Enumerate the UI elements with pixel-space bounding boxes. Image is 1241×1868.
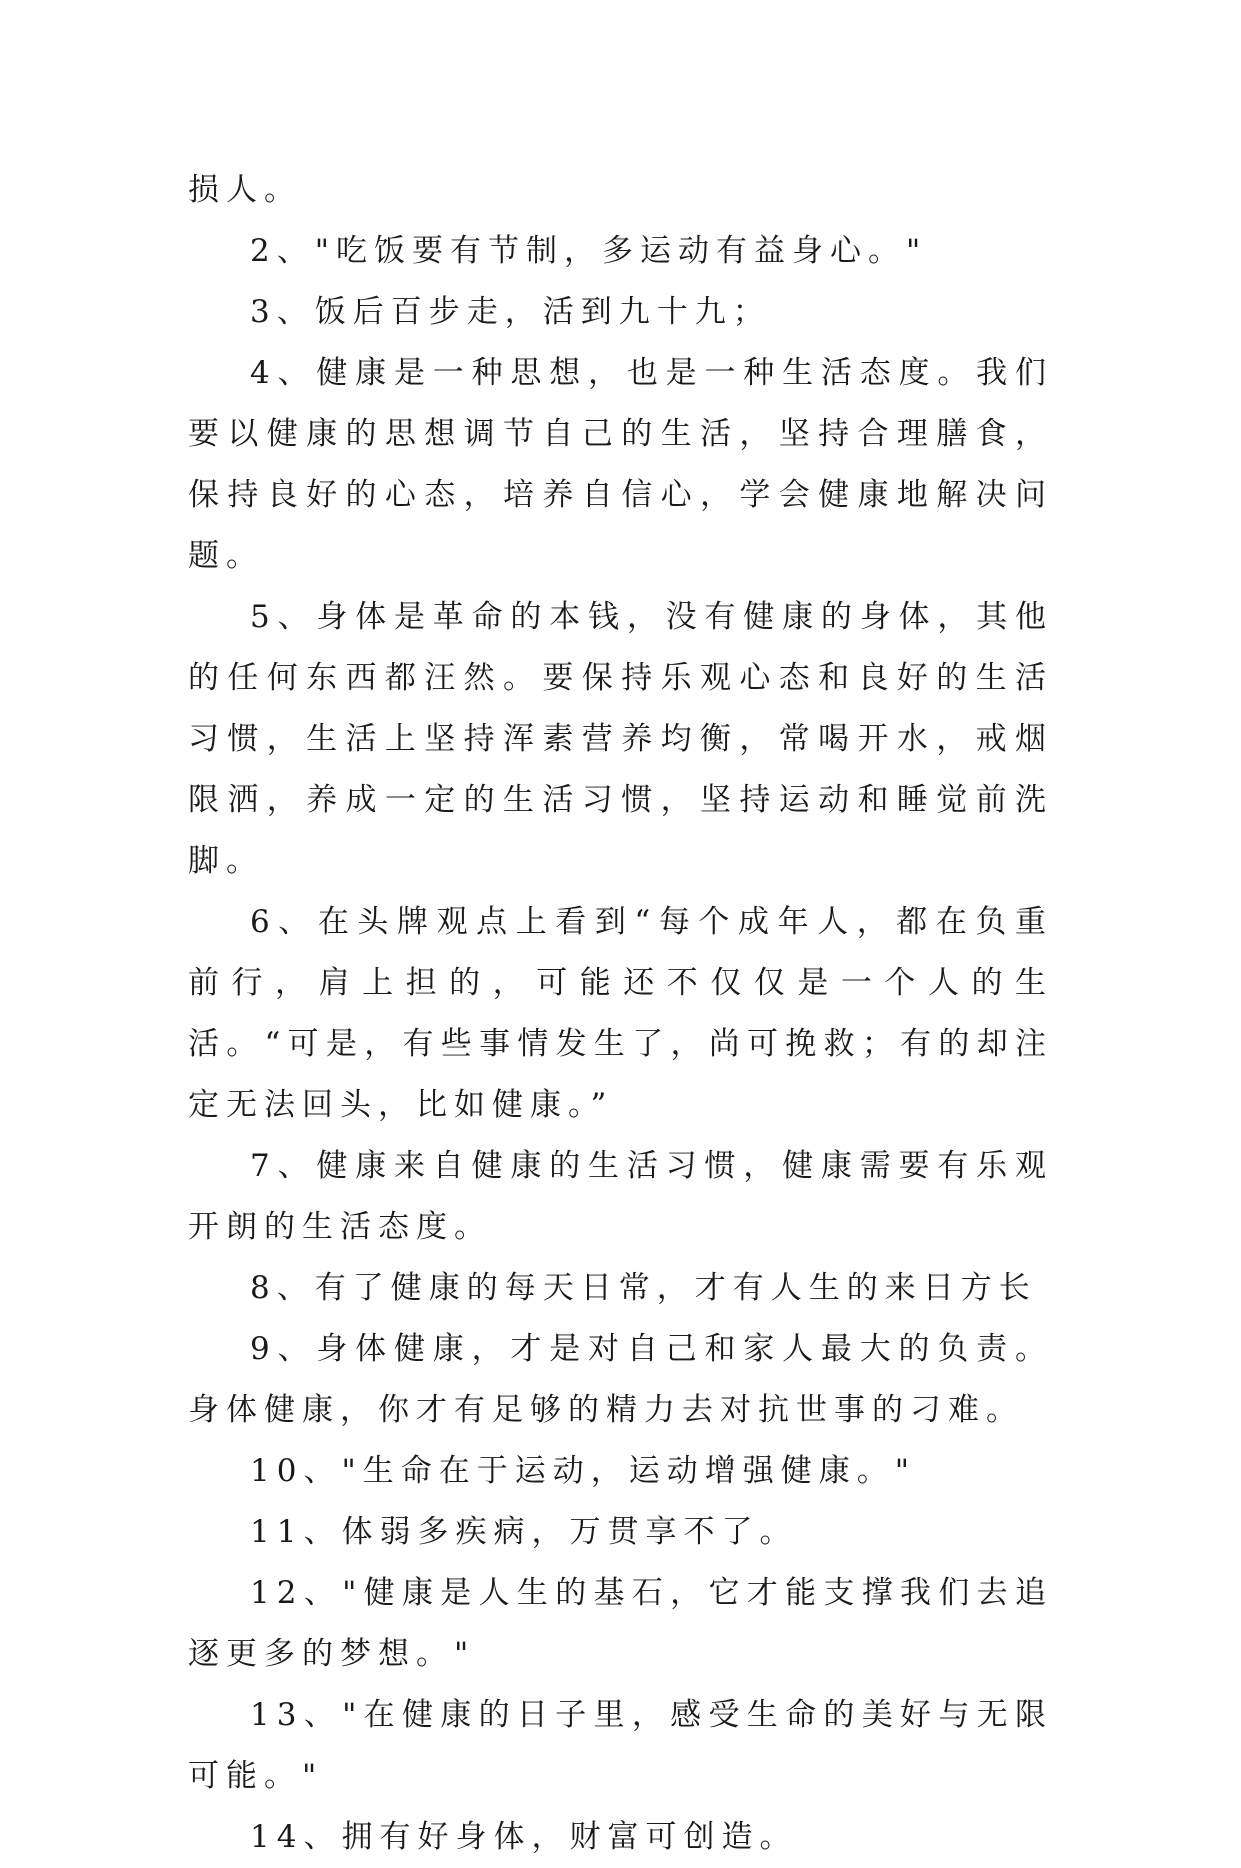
paragraph-item-12: 12、"健康是人生的基石，它才能支撑我们去追逐更多的梦想。"	[188, 1575, 1053, 1672]
paragraph-item-13: 13、"在健康的日子里，感受生命的美好与无限可能。"	[188, 1697, 1053, 1794]
paragraph-item-11: 11、体弱多疾病，万贯享不了。	[250, 1514, 798, 1550]
document-body	[188, 160, 1053, 1868]
paragraph-item-8: 8、有了健康的每天日常，才有人生的来日方长	[250, 1270, 1037, 1306]
paragraph-item-7: 7、健康来自健康的生活习惯，健康需要有乐观开朗的生活态度。	[188, 1148, 1053, 1245]
paragraph-item-5: 5、身体是革命的本钱，没有健康的身体，其他的任何东西都汪然。要保持乐观心态和良好的生活习惯，生活上坚持浑素营养均衡，常喝开水，戒烟限洒，养成一定的生活习惯，坚持运动和睡觉前洗脚。	[188, 599, 1053, 879]
paragraph-item-9: 9、身体健康，才是对自己和家人最大的负责。身体健康，你才有足够的精力去对抗世事的刁难。	[188, 1331, 1053, 1428]
paragraph-item-3: 3、饭后百步走，活到九十九；	[250, 294, 771, 330]
paragraph-continuation: 损人。	[188, 172, 302, 208]
paragraph-item-6: 6、在头牌观点上看到“每个成年人，都在负重前行，肩上担的，可能还不仅仅是一个人的生活。“可是，有些事情发生了，尚可挽救；有的却注定无法回头，比如健康。”	[188, 904, 1053, 1123]
paragraph-item-2: 2、"吃饭要有节制，多运动有益身心。"	[250, 233, 928, 269]
paragraph-item-14: 14、拥有好身体，财富可创造。	[250, 1819, 798, 1855]
paragraph-item-10: 10、"生命在于运动，运动增强健康。"	[250, 1453, 916, 1489]
paragraph-item-4: 4、健康是一种思想，也是一种生活态度。我们要以健康的思想调节自己的生活，坚持合理膳食，保持良好的心态，培养自信心，学会健康地解决问题。	[188, 355, 1053, 574]
